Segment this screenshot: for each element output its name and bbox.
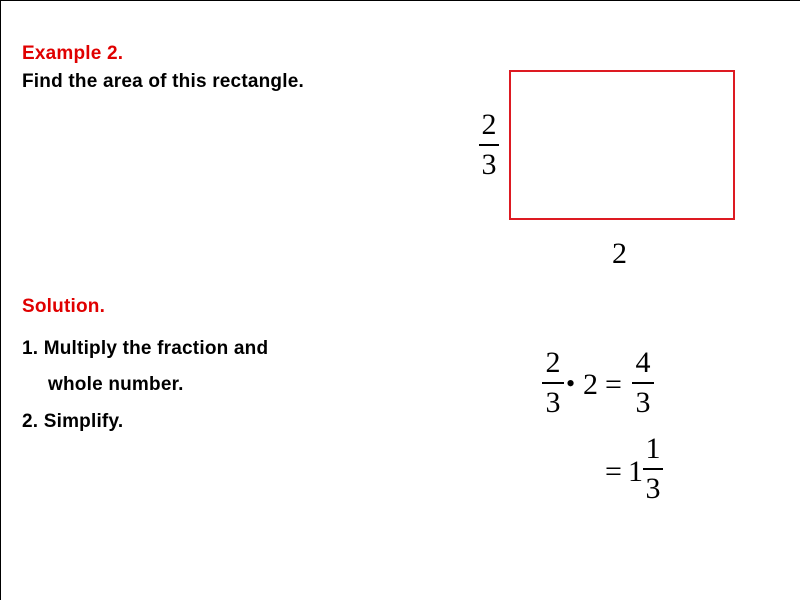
fraction-bar [632, 382, 654, 384]
fraction-denominator: 3 [545, 386, 561, 419]
fraction-numerator: 4 [635, 346, 651, 379]
example-heading: Example 2. [22, 43, 124, 64]
fraction-denominator: 3 [481, 148, 497, 181]
fraction-bar [479, 144, 499, 146]
step-1-line-2: whole number. [48, 374, 184, 395]
fraction-bar [643, 468, 663, 470]
multiply-operator: • [566, 369, 576, 398]
operand-fraction [542, 347, 564, 419]
step-2: 2. Simplify. [22, 411, 124, 432]
solution-heading: Solution. [22, 296, 106, 317]
rectangle-figure [509, 70, 735, 220]
product-fraction [632, 347, 654, 419]
problem-prompt: Find the area of this rectangle. [22, 71, 304, 92]
equals-sign: = [605, 368, 622, 401]
step-1-line-1: 1. Multiply the fraction and [22, 338, 269, 359]
rectangle-height-fraction [479, 109, 499, 181]
fraction-denominator: 3 [635, 386, 651, 419]
fraction-numerator: 1 [645, 432, 661, 465]
fraction-bar [542, 382, 564, 384]
fraction-numerator: 2 [545, 346, 561, 379]
whole-number: 2 [583, 368, 598, 401]
fraction-denominator: 3 [645, 472, 661, 505]
equals-sign: = [605, 455, 622, 488]
fraction-numerator: 2 [481, 108, 497, 141]
rectangle-width-label: 2 [612, 237, 627, 270]
mixed-number-whole: 1 [628, 455, 643, 488]
mixed-number-fraction [643, 433, 663, 505]
